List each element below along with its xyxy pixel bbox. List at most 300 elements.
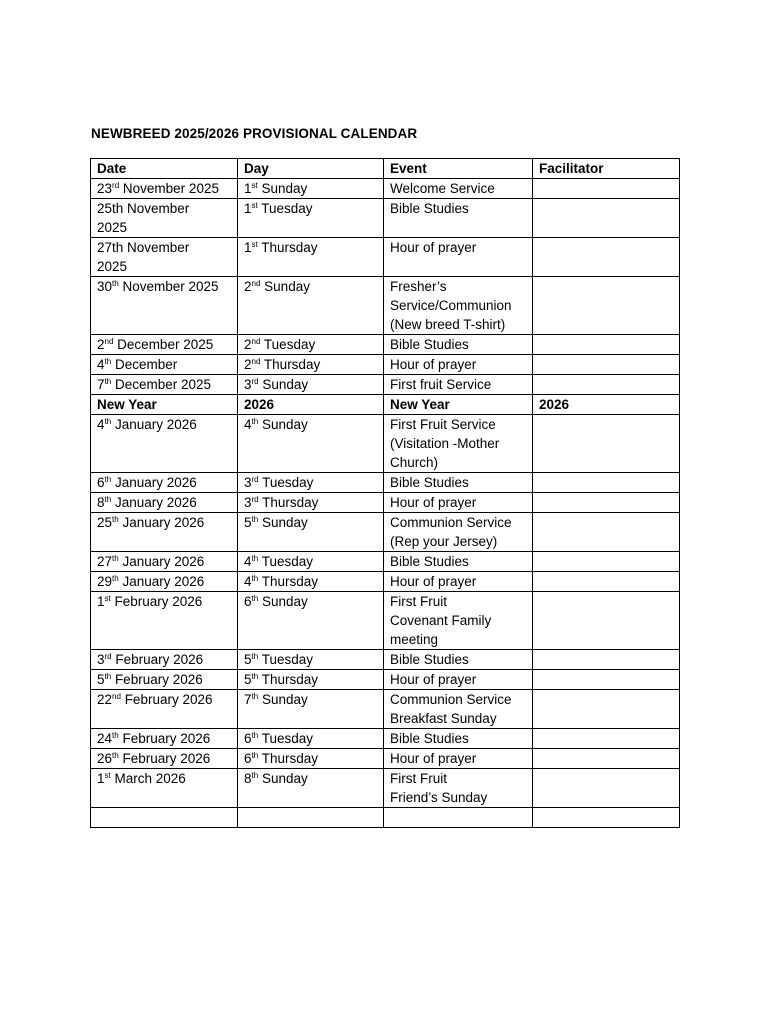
cell-day (238, 199, 384, 238)
cell-event (384, 552, 533, 572)
table-row (91, 690, 680, 729)
date-number: 24 (97, 731, 113, 746)
date-ordinal-suffix: th (112, 751, 119, 760)
day-text: Tuesday (258, 731, 313, 746)
event-line: Hour of prayer (390, 240, 477, 255)
facilitator-text (539, 749, 673, 768)
date-ordinal-suffix: th (104, 495, 112, 504)
event-line: Bible Studies (390, 652, 469, 667)
cell-event (384, 375, 533, 395)
date-line (97, 749, 231, 768)
cell-date (91, 690, 238, 729)
date-line (97, 729, 231, 748)
date-line (97, 395, 231, 414)
day-line (244, 650, 377, 669)
date-line (97, 650, 231, 669)
day-text: Sunday (258, 771, 308, 786)
cell-event (384, 670, 533, 690)
cell-event (384, 650, 533, 670)
facilitator-text: 2026 (539, 397, 570, 412)
event-line: Covenant Family (390, 613, 492, 628)
cell-date (91, 375, 238, 395)
day-ordinal-suffix: th (251, 554, 259, 563)
header-facilitator: Facilitator (533, 159, 680, 179)
event-line: (Rep your Jersey) (390, 534, 498, 549)
cell-event (384, 572, 533, 592)
event-line: meeting (390, 632, 439, 647)
cell-facilitator (533, 415, 680, 473)
header-date: Date (91, 159, 238, 179)
cell-day (238, 670, 384, 690)
cell-date (91, 355, 238, 375)
event-line: Hour of prayer (390, 574, 477, 589)
event-line: First Fruit Service (390, 417, 496, 432)
day-line (244, 808, 377, 827)
day-text: Thursday (258, 672, 318, 687)
day-number: 2 (244, 337, 252, 352)
calendar-table (90, 158, 680, 828)
cell-day (238, 690, 384, 729)
day-text: Thursday (258, 495, 319, 510)
date-text: February 2026 (120, 692, 213, 707)
day-line (244, 493, 377, 512)
date-ordinal-suffix: th (104, 417, 112, 426)
day-line (244, 690, 377, 709)
cell-day (238, 769, 384, 808)
cell-event (384, 335, 533, 355)
date-number: 2 (97, 337, 105, 352)
event-line: (Visitation -Mother (390, 436, 500, 451)
day-text: Sunday (258, 594, 308, 609)
event-line: Breakfast Sunday (390, 711, 497, 726)
day-ordinal-suffix: th (251, 771, 259, 780)
table-row (91, 335, 680, 355)
day-text: Sunday (258, 692, 308, 707)
facilitator-text (539, 199, 673, 218)
day-line (244, 769, 377, 788)
date-line (97, 257, 231, 276)
event-line: First fruit Service (390, 377, 492, 392)
day-line (244, 375, 377, 394)
cell-date (91, 572, 238, 592)
table-row (91, 199, 680, 238)
day-number: 3 (244, 495, 252, 510)
day-text: Sunday (258, 515, 308, 530)
table-row (91, 375, 680, 395)
day-number: 2026 (244, 397, 275, 412)
date-line (97, 572, 231, 591)
day-line (244, 179, 377, 198)
day-text: Tuesday (257, 201, 313, 216)
cell-day (238, 729, 384, 749)
cell-facilitator (533, 729, 680, 749)
date-line (97, 238, 231, 257)
date-text: February 2026 (118, 731, 211, 746)
cell-date (91, 179, 238, 199)
event-line: Bible Studies (390, 201, 469, 216)
facilitator-text (539, 572, 673, 591)
table-row (91, 572, 680, 592)
date-ordinal-suffix: st (104, 771, 111, 780)
cell-facilitator (533, 690, 680, 729)
date-line (97, 690, 231, 709)
day-number: 1 (244, 240, 252, 255)
cell-date (91, 749, 238, 769)
date-ordinal-suffix: th (112, 731, 119, 740)
cell-date (91, 335, 238, 355)
day-ordinal-suffix: nd (251, 337, 261, 346)
cell-facilitator (533, 395, 680, 415)
date-ordinal-suffix: th (104, 377, 112, 386)
cell-event (384, 395, 533, 415)
cell-facilitator (533, 493, 680, 513)
date-ordinal-suffix: rd (104, 652, 112, 661)
cell-event (384, 690, 533, 729)
day-ordinal-suffix: rd (251, 475, 259, 484)
event-line: Hour of prayer (390, 495, 477, 510)
table-row (91, 769, 680, 808)
event-line: Communion Service (390, 692, 512, 707)
date-text: March 2026 (110, 771, 186, 786)
day-line (244, 395, 377, 414)
date-number: 5 (97, 672, 105, 687)
day-number: 5 (244, 652, 252, 667)
cell-event (384, 769, 533, 808)
cell-event (384, 493, 533, 513)
date-ordinal-suffix: th (104, 357, 112, 366)
cell-day (238, 513, 384, 552)
day-text: Tuesday (258, 554, 313, 569)
date-number: 26 (97, 751, 113, 766)
table-row (91, 592, 680, 650)
date-text: February 2026 (111, 672, 203, 687)
cell-facilitator (533, 473, 680, 493)
event-line: Hour of prayer (390, 672, 477, 687)
day-text: Sunday (258, 417, 308, 432)
date-text: December (111, 357, 178, 372)
cell-event (384, 415, 533, 473)
cell-date (91, 238, 238, 277)
day-text: Thursday (258, 751, 318, 766)
date-line (97, 179, 231, 198)
cell-day (238, 415, 384, 473)
date-ordinal-suffix: rd (112, 181, 120, 190)
table-row (91, 277, 680, 335)
cell-day (238, 179, 384, 199)
day-ordinal-suffix: nd (251, 357, 261, 366)
day-line (244, 277, 377, 296)
cell-date (91, 395, 238, 415)
cell-facilitator (533, 277, 680, 335)
facilitator-text (539, 179, 673, 198)
table-row (91, 179, 680, 199)
date-line (97, 199, 231, 218)
day-number: 6 (244, 731, 252, 746)
cell-facilitator (533, 808, 680, 828)
date-text: February 2026 (110, 594, 203, 609)
facilitator-text (539, 670, 673, 689)
date-ordinal-suffix: th (112, 574, 119, 583)
date-number: 4 (97, 357, 105, 372)
table-row (91, 650, 680, 670)
event-line: Service/Communion (390, 298, 512, 313)
date-number: 2025 (97, 259, 128, 274)
facilitator-text (539, 238, 673, 257)
cell-day (238, 473, 384, 493)
date-ordinal-suffix: st (104, 594, 111, 603)
date-ordinal-suffix: nd (104, 337, 114, 346)
cell-day (238, 395, 384, 415)
day-line (244, 572, 377, 591)
facilitator-text (539, 375, 673, 394)
day-ordinal-suffix: rd (251, 377, 259, 386)
table-body (91, 179, 680, 828)
day-number: 1 (244, 201, 252, 216)
cell-facilitator (533, 650, 680, 670)
facilitator-text (539, 690, 673, 709)
date-line (97, 769, 231, 788)
cell-facilitator (533, 513, 680, 552)
day-ordinal-suffix: nd (251, 279, 261, 288)
date-number: 4 (97, 417, 105, 432)
date-number: 6 (97, 475, 105, 490)
day-ordinal-suffix: rd (251, 495, 259, 504)
day-number: 3 (244, 475, 252, 490)
event-line: Bible Studies (390, 337, 469, 352)
date-ordinal-suffix: th (104, 475, 112, 484)
facilitator-text (539, 355, 673, 374)
date-number: 25 (97, 515, 113, 530)
cell-facilitator (533, 552, 680, 572)
cell-date (91, 670, 238, 690)
event-line: Communion Service (390, 515, 512, 530)
event-line: Bible Studies (390, 554, 469, 569)
facilitator-text (539, 493, 673, 512)
day-number: 4 (244, 417, 252, 432)
cell-facilitator (533, 199, 680, 238)
day-ordinal-suffix: st (251, 240, 258, 249)
cell-date (91, 808, 238, 828)
date-text: January 2026 (118, 574, 205, 589)
date-ordinal-suffix: th (104, 672, 112, 681)
cell-facilitator (533, 355, 680, 375)
date-line (97, 552, 231, 571)
cell-facilitator (533, 592, 680, 650)
day-number: 6 (244, 751, 252, 766)
day-text: Sunday (260, 279, 310, 294)
date-text: January 2026 (118, 554, 205, 569)
day-ordinal-suffix: st (251, 201, 258, 210)
day-ordinal-suffix: th (251, 731, 259, 740)
date-line (97, 513, 231, 532)
table-row (91, 808, 680, 828)
cell-day (238, 808, 384, 828)
table-row (91, 749, 680, 769)
event-line: Hour of prayer (390, 751, 477, 766)
day-number: 2 (244, 279, 252, 294)
date-text: November 2025 (118, 279, 219, 294)
day-text: Tuesday (258, 475, 314, 490)
date-text: January 2026 (111, 495, 197, 510)
day-number: 6 (244, 594, 252, 609)
cell-date (91, 592, 238, 650)
cell-facilitator (533, 179, 680, 199)
date-number: 1 (97, 771, 105, 786)
cell-date (91, 277, 238, 335)
day-line (244, 473, 377, 492)
date-ordinal-suffix: th (112, 279, 119, 288)
event-line: Friend’s Sunday (390, 790, 488, 805)
event-line: Welcome Service (390, 181, 495, 196)
facilitator-text (539, 769, 673, 788)
cell-event (384, 277, 533, 335)
day-ordinal-suffix: st (251, 181, 258, 190)
event-line: Hour of prayer (390, 357, 477, 372)
event-line: First Fruit (390, 594, 447, 609)
header-day: Day (238, 159, 384, 179)
cell-day (238, 238, 384, 277)
date-line (97, 808, 231, 827)
cell-event (384, 808, 533, 828)
date-text: February 2026 (111, 652, 204, 667)
event-line: Bible Studies (390, 475, 469, 490)
cell-date (91, 415, 238, 473)
cell-date (91, 650, 238, 670)
date-line (97, 493, 231, 512)
date-line (97, 335, 231, 354)
date-number: 3 (97, 652, 105, 667)
cell-facilitator (533, 749, 680, 769)
cell-facilitator (533, 238, 680, 277)
cell-event (384, 355, 533, 375)
cell-day (238, 375, 384, 395)
day-line (244, 355, 377, 374)
day-line (244, 592, 377, 611)
table-row (91, 513, 680, 552)
day-number: 2 (244, 357, 252, 372)
cell-facilitator (533, 670, 680, 690)
facilitator-text (539, 277, 673, 296)
day-number: 1 (244, 181, 252, 196)
day-number: 7 (244, 692, 252, 707)
date-ordinal-suffix: nd (112, 692, 121, 701)
date-text: January 2026 (118, 515, 205, 530)
facilitator-text (539, 415, 673, 434)
day-text: Tuesday (260, 337, 316, 352)
cell-facilitator (533, 572, 680, 592)
facilitator-text (539, 552, 673, 571)
date-number: 7 (97, 377, 105, 392)
date-line (97, 355, 231, 374)
event-line: Fresher’s (390, 279, 447, 294)
date-line (97, 218, 231, 237)
date-line (97, 375, 231, 394)
day-line (244, 552, 377, 571)
cell-date (91, 769, 238, 808)
date-number: 27th November (97, 240, 190, 255)
date-text: January 2026 (111, 475, 197, 490)
cell-date (91, 513, 238, 552)
cell-day (238, 277, 384, 335)
date-text: December 2025 (111, 377, 211, 392)
day-ordinal-suffix: th (251, 751, 259, 760)
date-number: 1 (97, 594, 105, 609)
day-line (244, 238, 377, 257)
event-line: (New breed T-shirt) (390, 317, 506, 332)
date-number: 29 (97, 574, 113, 589)
day-text: Sunday (258, 377, 309, 392)
day-ordinal-suffix: th (251, 594, 259, 603)
date-number: 2025 (97, 220, 128, 235)
day-number: 4 (244, 574, 252, 589)
facilitator-text (539, 650, 673, 669)
cell-day (238, 592, 384, 650)
cell-date (91, 552, 238, 572)
date-number: New Year (97, 397, 157, 412)
facilitator-text (539, 808, 673, 827)
table-row (91, 473, 680, 493)
date-number: 8 (97, 495, 105, 510)
facilitator-text (539, 513, 673, 532)
table-row (91, 552, 680, 572)
cell-event (384, 729, 533, 749)
table-row (91, 670, 680, 690)
cell-day (238, 335, 384, 355)
event-line: New Year (390, 397, 450, 412)
date-line (97, 670, 231, 689)
cell-day (238, 650, 384, 670)
event-line: First Fruit (390, 771, 447, 786)
day-text: Tuesday (258, 652, 313, 667)
date-line (97, 415, 231, 434)
table-row (91, 729, 680, 749)
day-line (244, 749, 377, 768)
cell-date (91, 493, 238, 513)
cell-facilitator (533, 769, 680, 808)
day-line (244, 415, 377, 434)
date-text: November 2025 (119, 181, 219, 196)
day-text: Thursday (257, 240, 318, 255)
cell-event (384, 473, 533, 493)
date-ordinal-suffix: th (112, 554, 119, 563)
day-line (244, 729, 377, 748)
day-line (244, 670, 377, 689)
table-header-row (91, 159, 680, 179)
day-line (244, 335, 377, 354)
day-number: 5 (244, 515, 252, 530)
date-number: 27 (97, 554, 113, 569)
day-text: Thursday (260, 357, 321, 372)
date-number: 25th November (97, 201, 190, 216)
date-number: 22 (97, 692, 113, 707)
date-line (97, 473, 231, 492)
facilitator-text (539, 592, 673, 611)
cell-day (238, 572, 384, 592)
table-row (91, 355, 680, 375)
date-ordinal-suffix: th (112, 515, 119, 524)
table-row (91, 238, 680, 277)
cell-event (384, 749, 533, 769)
facilitator-text (539, 473, 673, 492)
date-text: February 2026 (118, 751, 211, 766)
day-ordinal-suffix: th (251, 672, 259, 681)
cell-date (91, 199, 238, 238)
event-line (390, 808, 526, 827)
day-ordinal-suffix: th (251, 515, 259, 524)
cell-facilitator (533, 335, 680, 355)
day-text: Sunday (257, 181, 308, 196)
cell-day (238, 355, 384, 375)
